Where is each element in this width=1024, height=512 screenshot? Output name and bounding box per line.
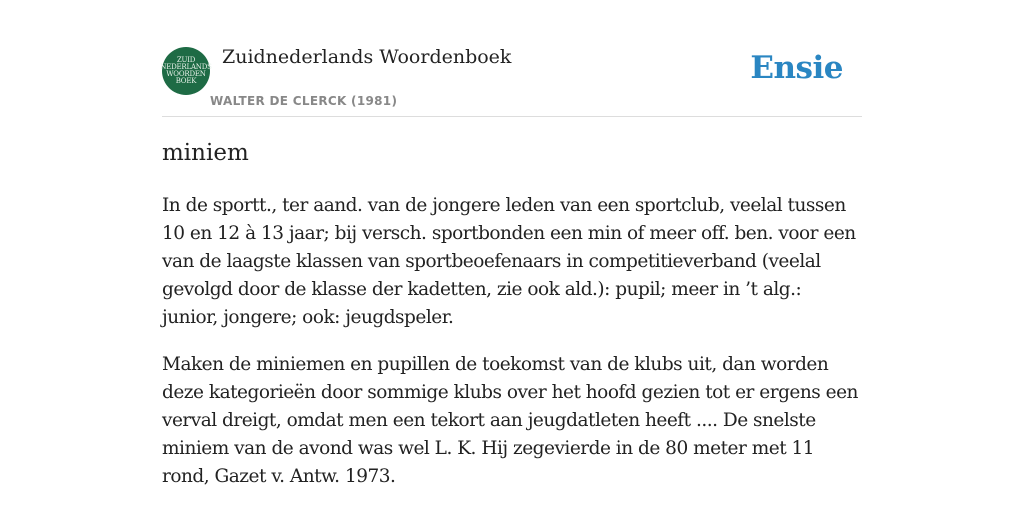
ensie-logo[interactable]: Ensie — [750, 50, 843, 86]
entry-term: miniem — [162, 140, 249, 166]
logo-text-line: WOORDEN — [166, 70, 206, 78]
logo-text-line: NEDERLANDS — [160, 63, 212, 71]
logo-text-line: ZUID — [176, 56, 196, 64]
book-title[interactable]: Zuidnederlands Woordenboek — [222, 46, 512, 68]
entry-citation: Maken de miniemen en pupillen de toekomst van de klubs uit, dan worden deze kategorieën door sommige klubs over het hoofd gezien tot er ergens een verval dreigt, omdat men een tekort aan jeugdatleten heeft .... De snelste miniem van de avond was wel L. K. Hij zegevierde in de 80 meter met 11 rond, Gazet v. Antw. 1973. — [162, 354, 858, 487]
entry-definition: In de sportt., ter aand. van de jongere leden van een sportclub, veelal tussen 10 en 12 à 13 jaar; bij versch. sportbonden een min of meer off. ben. voor een van de laagste klassen van sportbeoefenaars in competitieverband (veelal gevolgd door de klasse der kadetten, zie ook ald.): pupil; meer in ’t alg.: junior, jongere; ook: jeugdspeler. — [162, 195, 856, 328]
book-author: WALTER DE CLERCK (1981) — [210, 94, 398, 108]
page-content — [160, 0, 862, 487]
header — [162, 0, 862, 117]
logo-text-line: BOEK — [175, 77, 197, 85]
book-logo[interactable] — [162, 47, 210, 95]
